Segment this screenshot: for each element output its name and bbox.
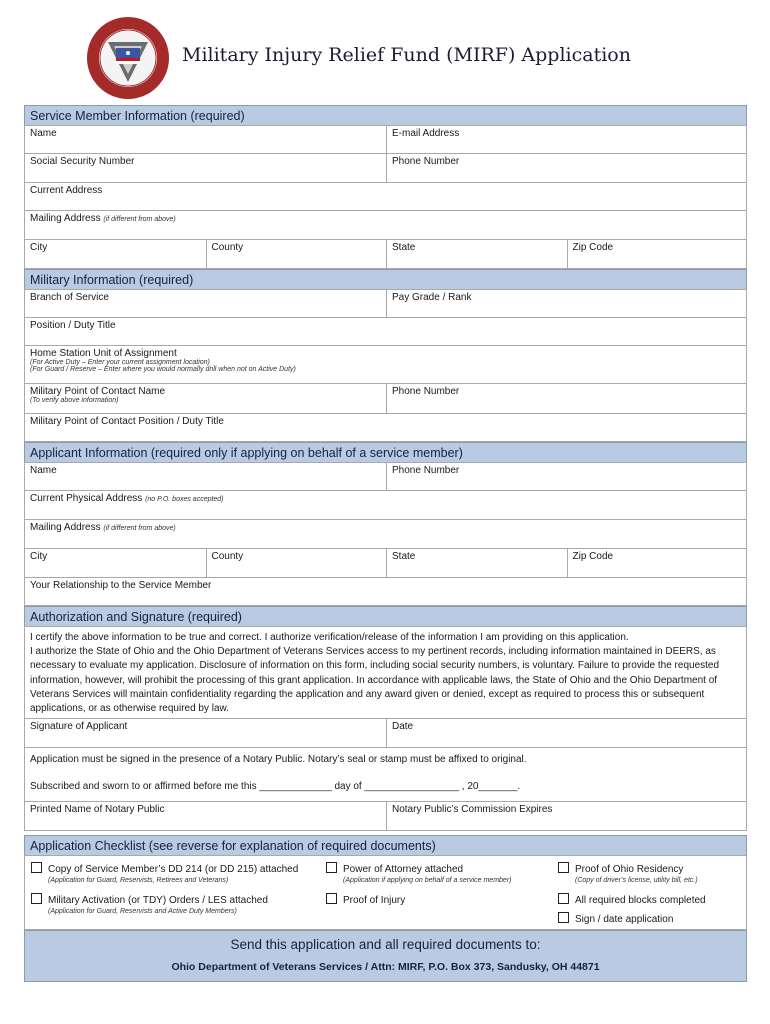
ap-phone-label: Phone Number [392, 465, 460, 476]
check-sign[interactable] [558, 912, 673, 925]
ap-relationship-field[interactable] [25, 578, 746, 605]
section-checklist-heading: Application Checklist (see reverse for explanation of required documents) [24, 835, 747, 855]
sm-zip-field[interactable] [567, 240, 747, 268]
section-service-member-heading: Service Member Information (required) [24, 105, 747, 125]
send-instructions [24, 930, 747, 982]
check-orders[interactable] [31, 893, 268, 906]
checkbox-icon[interactable] [31, 893, 42, 904]
ap-county-field[interactable] [206, 549, 387, 577]
signature-date-label: Date [392, 721, 414, 732]
mil-poc-phone-field[interactable] [386, 384, 746, 413]
check-dd214-label: Copy of Service Member’s DD 214 (or DD 215) attached [48, 864, 299, 875]
ap-physical-note: (no P.O. boxes accepted) [145, 496, 224, 503]
check-injury-label: Proof of Injury [343, 895, 406, 906]
check-residency-note: (Copy of driver’s license, utility bill, etc.) [575, 877, 698, 884]
ap-physical-address-field[interactable] [25, 491, 746, 519]
section-military-heading: Military Information (required) [24, 269, 747, 289]
mil-home-station-label: Home Station Unit of Assignment [30, 348, 177, 359]
ap-physical-address-label: Current Physical Address [30, 493, 143, 504]
checkbox-icon[interactable] [558, 912, 569, 923]
sm-current-address-field[interactable] [25, 183, 746, 210]
sm-mailing-address-label: Mailing Address [30, 213, 101, 224]
check-poa[interactable] [326, 862, 463, 875]
ap-zip-field[interactable] [567, 549, 747, 577]
ap-mailing-note: (if different from above) [103, 525, 176, 532]
ap-name-label: Name [30, 465, 57, 476]
mil-poc-position-label: Military Point of Contact Position / Duty Title [30, 416, 224, 427]
authorization-text [25, 627, 746, 718]
notary-statement [25, 748, 746, 801]
checkbox-icon[interactable] [31, 862, 42, 873]
checkbox-icon[interactable] [558, 862, 569, 873]
ap-zip-label: Zip Code [572, 551, 614, 562]
check-blocks[interactable] [558, 893, 706, 906]
sm-name-label: Name [30, 128, 57, 139]
mil-home-station-field[interactable] [25, 346, 746, 383]
application-form [24, 105, 747, 982]
sm-phone-label: Phone Number [392, 156, 460, 167]
mil-position-label: Position / Duty Title [30, 320, 116, 331]
mil-paygrade-label: Pay Grade / Rank [392, 292, 472, 303]
mil-home-note-active: (For Active Duty – Enter your current assignment location) [30, 359, 210, 366]
check-orders-note: (Application for Guard, Reservists and Active Duty Members) [48, 908, 237, 915]
mil-branch-label: Branch of Service [30, 292, 109, 303]
section-applicant-heading: Applicant Information (required only if applying on behalf of a service member) [24, 442, 747, 462]
notary-commission-field[interactable] [386, 802, 746, 830]
ap-relationship-label: Your Relationship to the Service Member [30, 580, 212, 591]
mil-poc-label: Military Point of Contact Name [30, 386, 166, 397]
sm-city-label: City [30, 242, 48, 253]
header [0, 0, 770, 104]
sm-phone-field[interactable] [386, 154, 746, 182]
checkbox-icon[interactable] [326, 893, 337, 904]
send-title: Send this application and all required documents to: [230, 937, 541, 952]
check-injury[interactable] [326, 893, 405, 906]
check-blocks-label: All required blocks completed [575, 895, 706, 906]
ap-mailing-address-field[interactable] [25, 520, 746, 548]
sworn-statement: Subscribed and sworn to or affirmed before me this _____________ day of _________________ , 20_______. [30, 781, 521, 792]
notary-commission-label: Notary Public’s Commission Expires [392, 804, 553, 815]
check-residency-label: Proof of Ohio Residency [575, 864, 684, 875]
ap-city-label: City [30, 551, 48, 562]
ap-phone-field[interactable] [386, 463, 746, 490]
checkbox-icon[interactable] [558, 893, 569, 904]
sm-county-label: County [211, 242, 244, 253]
ap-name-field[interactable] [25, 463, 386, 490]
notary-name-field[interactable] [25, 802, 386, 830]
form-title: Military Injury Relief Fund (MIRF) Application [182, 44, 631, 66]
sm-county-field[interactable] [206, 240, 387, 268]
sm-mailing-address-field[interactable] [25, 211, 746, 239]
sm-zip-label: Zip Code [572, 242, 614, 253]
notary-name-label: Printed Name of Notary Public [30, 804, 165, 815]
check-dd214[interactable] [31, 862, 298, 875]
sm-name-field[interactable] [25, 126, 386, 153]
sm-state-field[interactable] [386, 240, 567, 268]
sm-mailing-note: (if different from above) [103, 216, 176, 223]
signature-field[interactable] [25, 719, 386, 747]
mil-poc-field[interactable] [25, 384, 386, 413]
ap-state-field[interactable] [386, 549, 567, 577]
ap-city-field[interactable] [25, 549, 206, 577]
sm-email-label: E-mail Address [392, 128, 460, 139]
send-address: Ohio Department of Veterans Services / Attn: MIRF, P.O. Box 373, Sandusky, OH 44871 [171, 961, 600, 973]
ap-state-label: State [392, 551, 416, 562]
sm-current-address-label: Current Address [30, 185, 103, 196]
sm-state-label: State [392, 242, 416, 253]
section-authorization-heading: Authorization and Signature (required) [24, 606, 747, 626]
checkbox-icon[interactable] [326, 862, 337, 873]
check-sign-label: Sign / date application [575, 914, 674, 925]
signature-date-field[interactable] [386, 719, 746, 747]
mil-poc-position-field[interactable] [25, 414, 746, 441]
signature-label: Signature of Applicant [30, 721, 128, 732]
notary-instruction: Application must be signed in the presence of a Notary Public. Notary’s seal or stamp must be affixed to original. [30, 754, 527, 765]
check-poa-label: Power of Attorney attached [343, 864, 464, 875]
mil-branch-field[interactable] [25, 290, 386, 317]
ap-county-label: County [211, 551, 244, 562]
check-residency[interactable] [558, 862, 683, 875]
ap-mailing-address-label: Mailing Address [30, 522, 101, 533]
sm-city-field[interactable] [25, 240, 206, 268]
sm-ssn-label: Social Security Number [30, 156, 135, 167]
check-orders-label: Military Activation (or TDY) Orders / LES attached [48, 895, 268, 906]
mil-poc-note: (To verify above information) [30, 397, 119, 404]
authorization-line-1: I certify the above information to be true and correct. I authorize verification/release of the information I am providing on this application. [30, 632, 629, 643]
authorization-line-2: I authorize the State of Ohio and the Ohio Department of Veterans Services access to my pertinent records, including information maintained in DEERS, as necessary to evaluate my application. Disclosure of information on this form, including social security numbers, is voluntary. Failure to provide the requested information, however, will prohibit the processing of this grant application. In accordance with applicable laws, the State of Ohio and the Ohio Department of Veterans Services will maintain confidentiality regarding the application and any award given or denied, except as required to process this or subsequent applications, or as otherwise required by law. [30, 646, 720, 715]
sm-email-field[interactable] [386, 126, 746, 153]
ohio-seal-logo [86, 16, 170, 100]
mil-home-note-guard: (For Guard / Reserve – Enter where you would normally drill when not on Active Duty) [30, 366, 296, 373]
check-poa-note: (Application if applying on behalf of a service member) [343, 877, 512, 884]
sm-ssn-field[interactable] [25, 154, 386, 182]
mil-poc-phone-label: Phone Number [392, 386, 460, 397]
check-dd214-note: (Application for Guard, Reservists, Retirees and Veterans) [48, 877, 229, 884]
checklist-area [24, 855, 747, 930]
mil-position-field[interactable] [25, 318, 746, 345]
mil-paygrade-field[interactable] [386, 290, 746, 317]
